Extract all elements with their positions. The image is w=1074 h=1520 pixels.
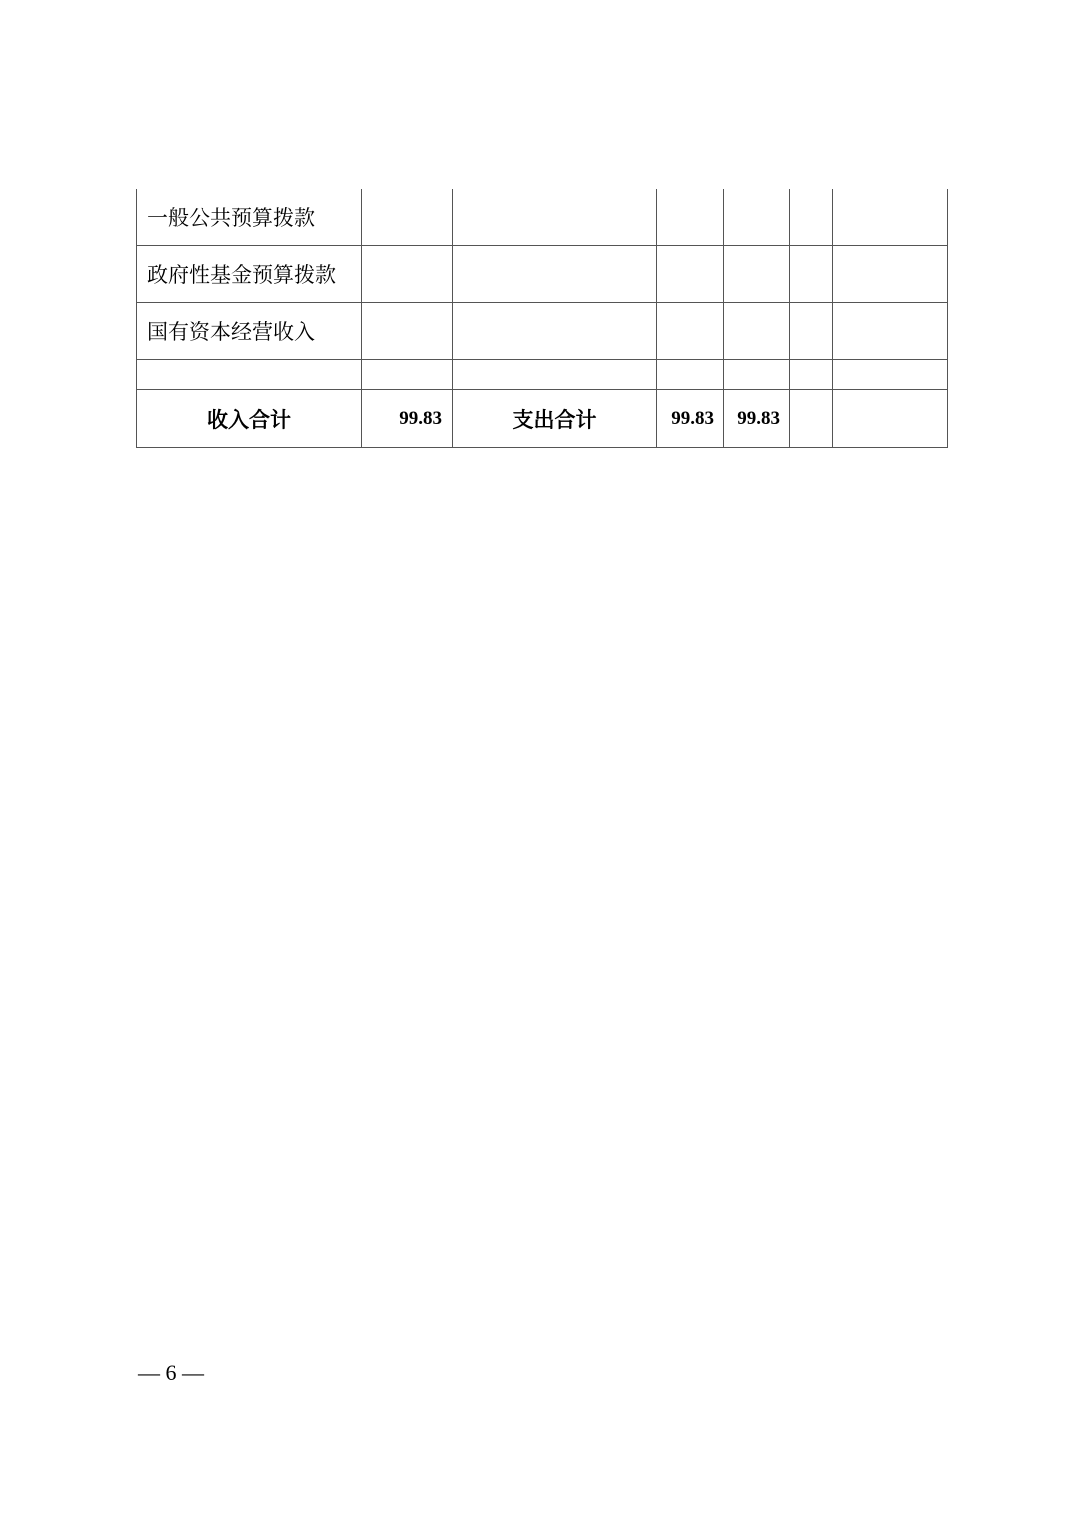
expense-total-label: 支出合计: [453, 390, 657, 448]
expense-total-cell: [657, 246, 724, 303]
expense-other-cell: [833, 189, 948, 246]
empty-cell: [137, 360, 362, 390]
expense-fund-cell: [790, 246, 833, 303]
expense-item-cell: [453, 303, 657, 360]
income-amount-cell: [362, 303, 453, 360]
expense-fund-cell: [790, 390, 833, 448]
income-amount-cell: [362, 189, 453, 246]
page-number: — 6 —: [138, 1360, 204, 1385]
income-total-value: 99.83: [362, 390, 453, 448]
expense-general-value: 99.83: [724, 390, 790, 448]
table-row-total: [137, 390, 948, 448]
row-label: 国有资本经营收入: [137, 303, 362, 360]
income-total-label: 收入合计: [137, 390, 362, 448]
expense-fund-cell: [790, 303, 833, 360]
empty-cell: [657, 360, 724, 390]
expense-general-cell: [724, 303, 790, 360]
row-label: 一般公共预算拨款: [137, 189, 362, 246]
empty-cell: [790, 360, 833, 390]
row-label: 政府性基金预算拨款: [137, 246, 362, 303]
empty-cell: [724, 360, 790, 390]
expense-item-cell: [453, 189, 657, 246]
budget-summary-table: [136, 189, 948, 448]
expense-other-cell: [833, 390, 948, 448]
expense-other-cell: [833, 246, 948, 303]
table-row: [137, 303, 948, 360]
expense-total-cell: [657, 189, 724, 246]
table-row: [137, 246, 948, 303]
table-row-empty: [137, 360, 948, 390]
expense-item-cell: [453, 246, 657, 303]
expense-general-cell: [724, 189, 790, 246]
expense-total-value: 99.83: [657, 390, 724, 448]
empty-cell: [362, 360, 453, 390]
table-row: [137, 189, 948, 246]
expense-other-cell: [833, 303, 948, 360]
expense-fund-cell: [790, 189, 833, 246]
empty-cell: [453, 360, 657, 390]
expense-general-cell: [724, 246, 790, 303]
empty-cell: [833, 360, 948, 390]
expense-total-cell: [657, 303, 724, 360]
income-amount-cell: [362, 246, 453, 303]
